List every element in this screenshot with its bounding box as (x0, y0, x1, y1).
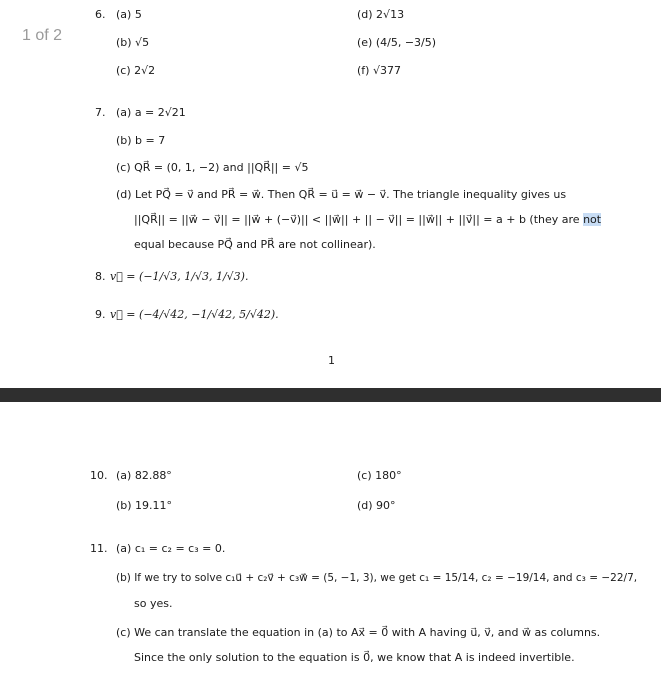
q7-a: (a) a = 2√21 (116, 106, 186, 119)
q7-d-line2 (134, 213, 601, 226)
q10-b: (b) 19.11° (116, 499, 173, 512)
q11-a: (a) c₁ = c₂ = c₃ = 0. (116, 542, 226, 555)
q11-b-line2: so yes. (134, 597, 173, 610)
q8-expression: v⃗ = (−1/√3, 1/√3, 1/√3). (110, 270, 249, 283)
q11-b-line1: (b) If we try to solve c₁u⃗ + c₂v⃗ + c₃w⃗ = (5, −1, 3), we get c₁ = 15/14, c₂ = −19/14, and c₃ = −22/7, (116, 572, 638, 584)
q6-b: (b) √5 (116, 36, 150, 49)
q6-e: (e) (4/5, −3/5) (357, 36, 437, 49)
q8-number: 8. (95, 270, 106, 283)
q9-number: 9. (95, 308, 106, 321)
q7-d-line1: (d) Let PQ⃗ = v⃗ and PR⃗ = w⃗. Then QR⃗ = u⃗ = w⃗ − v⃗. The triangle inequality gives us (116, 188, 567, 201)
q7-d-line3: equal because PQ⃗ and PR⃗ are not collinear). (134, 238, 376, 251)
page-indicator: 1 of 2 (22, 27, 63, 44)
q7-c: (c) QR⃗ = (0, 1, −2) and ||QR⃗|| = √5 (116, 161, 309, 174)
q10-number: 10. (90, 469, 108, 482)
q9-expression: v⃗ = (−4/√42, −1/√42, 5/√42). (110, 308, 279, 321)
q6-number: 6. (95, 8, 106, 21)
q7-d-highlighted-word: not (583, 213, 602, 226)
q6-d: (d) 2√13 (357, 8, 405, 21)
q7-d-line2-main: ||QR⃗|| = ||w⃗ − v⃗|| = ||w⃗ + (−v⃗)|| < ||w⃗|| + || − v⃗|| = ||w⃗|| + ||v⃗|| = a + b (they are (134, 213, 580, 226)
q6-a: (a) 5 (116, 8, 142, 21)
q7-b: (b) b = 7 (116, 134, 166, 147)
page-separator (0, 388, 661, 402)
q11-c-line2: Since the only solution to the equation is 0⃗, we know that A is indeed invertible. (134, 651, 575, 664)
page-number: 1 (328, 354, 335, 367)
q7-number: 7. (95, 106, 106, 119)
q6-f: (f) √377 (357, 64, 401, 77)
q10-a: (a) 82.88° (116, 469, 172, 482)
q10-c: (c) 180° (357, 469, 402, 482)
q11-c-line1: (c) We can translate the equation in (a) to Ax⃗ = 0⃗ with A having u⃗, v⃗, and w⃗ as columns. (116, 626, 601, 639)
q6-c: (c) 2√2 (116, 64, 156, 77)
q11-number: 11. (90, 542, 108, 555)
q10-d: (d) 90° (357, 499, 396, 512)
